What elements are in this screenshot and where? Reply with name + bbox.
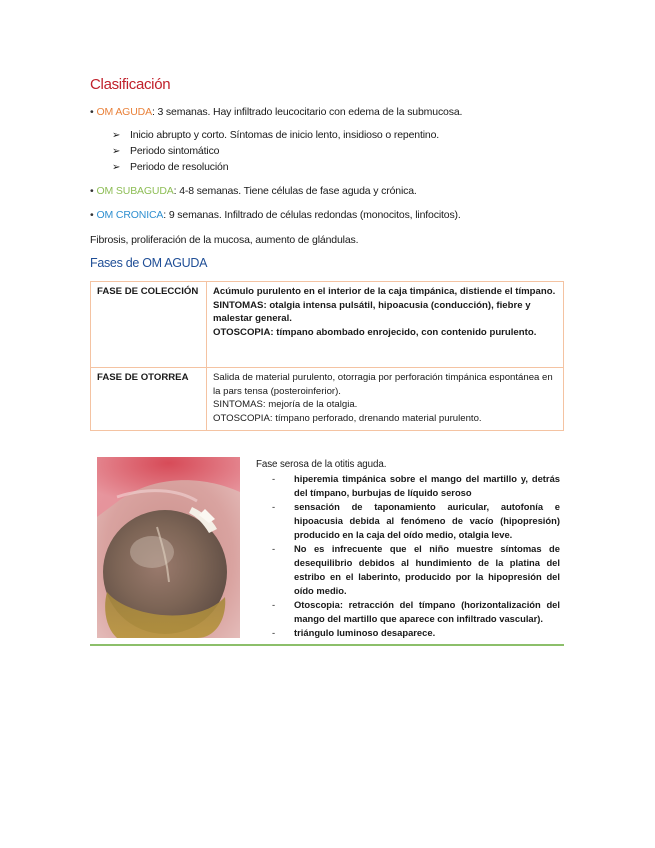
fases-table (90, 281, 564, 431)
list-item (270, 472, 560, 500)
dash-bullet: - (272, 627, 276, 638)
list-item (270, 598, 560, 626)
fase-desc-line: OTOSCOPIA: tímpano perforado, drenando material purulento. (213, 412, 482, 424)
aguda-subitem-text: Periodo de resolución (130, 161, 229, 173)
aguda-subitem (112, 129, 439, 141)
fase-desc-line: Acúmulo purulento en el interior de la caja timpánica, distiende el tímpano. (213, 286, 556, 297)
fase-description-cell (207, 368, 564, 431)
aguda-subitem-text: Periodo sintomático (130, 145, 220, 157)
fases-heading: Fases de OM AGUDA (90, 256, 208, 270)
aguda-subitem-text: Inicio abrupto y corto. Síntomas de inicio lento, insidioso o repentino. (130, 129, 440, 141)
om-aguda-line (90, 106, 462, 118)
aguda-subitem (112, 145, 219, 157)
list-item (270, 542, 560, 598)
om-subaguda-text: : 4-8 semanas. Tiene células de fase aguda y crónica. (173, 185, 417, 197)
fase-desc-line: OTOSCOPIA: tímpano abombado enrojecido, con contenido purulento. (213, 326, 537, 338)
fase-name-cell: FASE DE OTORREA (91, 368, 207, 431)
om-subaguda-line (90, 185, 417, 197)
fase-desc-line: SINTOMAS: mejoría de la otalgia. (213, 399, 358, 411)
fase-description-cell (207, 282, 564, 368)
list-item-text: sensación de taponamiento auricular, autofonía e hipoacusia debida al fenómeno de vacío (hipopresión) producido en la caja del oído medio, otalgia leve. (294, 501, 560, 540)
list-item (270, 500, 560, 542)
bullet: • (90, 209, 94, 221)
om-aguda-text: : 3 semanas. Hay infiltrado leucocitario con edema de la submucosa. (151, 106, 463, 118)
om-cronica-text: : 9 semanas. Infiltrado de células redondas (monocitos, linfocitos). (163, 209, 461, 221)
table-row (91, 282, 564, 368)
om-cronica-line (90, 209, 461, 221)
fase-desc-line: Salida de material purulento, otorragia por perforación timpánica espontánea en la pars tensa (posteroinferior). (213, 372, 553, 397)
list-item (270, 626, 560, 640)
list-item-text: triángulo luminoso desaparece. (294, 627, 436, 638)
arrow-bullet-icon: ➢ (112, 162, 121, 173)
list-item-text: Otoscopia: retracción del tímpano (horizontalización del mango del martillo que aparece con infiltrado vascular). (294, 599, 560, 624)
dash-bullet: - (272, 501, 276, 512)
eardrum-image (97, 457, 240, 638)
list-item-text: No es infrecuente que el niño muestre síntomas de desequilibrio debidos al hundimiento de la platina del estribo en el laberinto, producido por la hipopresión del oído medio. (294, 543, 560, 596)
dash-bullet: - (272, 599, 276, 610)
cronica-note: Fibrosis, proliferación de la mucosa, aumento de glándulas. (90, 234, 359, 246)
clasificacion-heading: Clasificación (90, 76, 171, 93)
om-subaguda-term: OM SUBAGUDA (96, 185, 174, 197)
list-item-text: hiperemia timpánica sobre el mango del martillo y, detrás del tímpano, burbujas de líquido seroso (294, 473, 560, 498)
bullet: • (90, 106, 94, 118)
bullet: • (90, 185, 94, 197)
otoscopy-photo (97, 457, 240, 638)
section-divider (90, 644, 564, 646)
arrow-bullet-icon: ➢ (112, 130, 121, 141)
serosa-list (270, 472, 560, 640)
dash-bullet: - (272, 543, 276, 554)
dash-bullet: - (272, 473, 276, 484)
om-aguda-term: OM AGUDA (96, 106, 152, 118)
table-row (91, 368, 564, 431)
om-cronica-term: OM CRONICA (96, 209, 164, 221)
fase-desc-line: SINTOMAS: otalgia intensa pulsátil, hipoacusia (conducción), fiebre y malestar general. (213, 299, 531, 325)
fase-name-cell: FASE DE COLECCIÓN (91, 282, 207, 368)
arrow-bullet-icon: ➢ (112, 146, 121, 157)
serosa-intro: Fase serosa de la otitis aguda. (256, 459, 387, 470)
aguda-subitem (112, 161, 228, 173)
